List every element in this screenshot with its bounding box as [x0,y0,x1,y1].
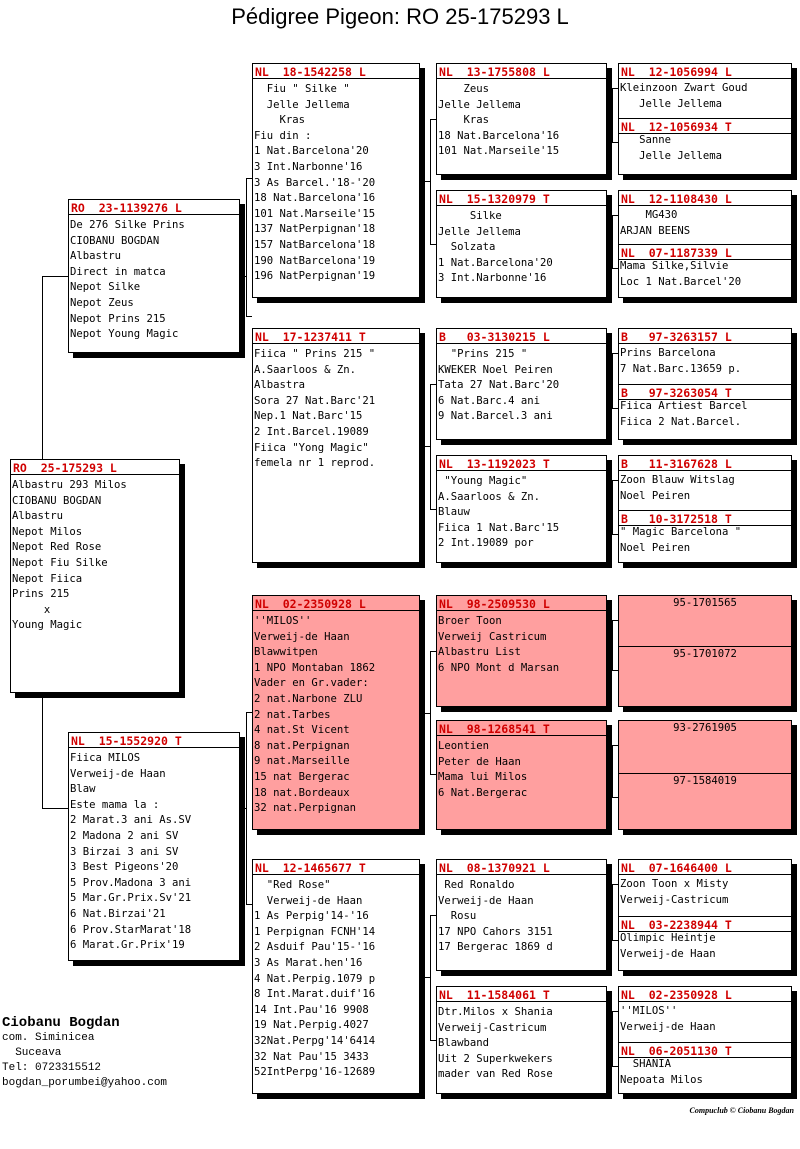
detail-line: Nepot Red Rose [12,541,102,554]
detail-line: Solzata [438,241,496,254]
detail-line: 6 Nat.Bergerac [438,786,528,799]
detail-line: 32Nat.Perpg'14'6414 [254,1034,376,1047]
pigeon-details [437,206,606,287]
detail-line: 6 Nat.Barc.4 ani [438,394,541,407]
pigeon-details [437,344,606,425]
detail-line: ''MILOS'' [254,615,312,627]
detail-line: Nepot Zeus [70,296,134,309]
detail-line: 2 nat.Tarbes [254,708,331,721]
detail-line: Albastru 293 Milos [12,479,127,491]
ring-number: B 03-3130215 L [437,329,606,344]
detail-line: ARJAN BEENS [620,224,691,237]
detail-line: 3 Int.Narbonne'16 [438,272,547,285]
detail-line: 18 Nat.Barcelona'16 [254,192,376,205]
connector-line [42,698,43,808]
detail-line: Fiica " Prins 215 " [254,348,376,360]
detail-line: Loc 1 Nat.Barcel'20 [620,275,742,288]
great-great-grandparent-box[interactable] [618,63,792,175]
great-great-grandparent-box[interactable] [618,328,792,440]
detail-line: 4 nat.St Vicent [254,724,350,737]
detail-line: 7 Nat.Barc.13659 p. [620,362,742,375]
great-great-grandparent-box[interactable] [618,986,792,1094]
detail-line: A.Saarloos & Zn. [254,363,357,376]
detail-line: Nepot Young Magic [70,328,179,341]
detail-line: 5 Prov.Madona 3 ani [70,876,192,889]
detail-line: A.Saarloos & Zn. [438,490,541,503]
detail-line: 1 Perpignan FCNH'14 [254,925,376,938]
detail-line: 15 nat Bergerac [254,770,350,783]
detail-line: Verweij-de Haan [438,894,534,907]
ring-number: NL 03-2238944 T [619,916,791,932]
detail-line: 4 Nat.Perpig.1079 p [254,972,376,985]
ring-number: NL 13-1192023 T [437,456,606,471]
detail-line: 2 Madona 2 ani SV [70,829,179,842]
breeder-line: Tel: 0723315512 [2,1062,102,1074]
breeder-line: com. Siminicea [2,1032,95,1044]
detail-line: 6 Prov.StarMarat'18 [70,923,192,936]
connector-line [42,808,68,809]
detail-line: Dtr.Milos x Shania [438,1006,553,1018]
pigeon-details [253,344,419,472]
detail-line: Mama lui Milos [438,771,528,784]
detail-line: Albastru [70,250,122,263]
detail-line: Albastru List [438,646,521,659]
detail-line: Zoon Blauw Witslag [620,474,735,486]
detail-line: Nepot Milos [12,525,83,538]
footer-credit: Compuclub © Ciobanu Bogdan [689,1106,794,1115]
detail-line: Uit 2 Superkwekers [438,1052,553,1065]
detail-line: Nepoata Milos [620,1073,703,1086]
detail-line: 5 Mar.Gr.Prix.Sv'21 [70,892,192,905]
connector-line [612,215,613,268]
detail-line: Fiica 2 Nat.Barcel. [620,415,742,428]
detail-line: 1 NPO Montaban 1862 [254,661,376,674]
detail-line: 18 Nat.Barcelona'16 [438,129,560,142]
dam-box[interactable] [68,732,240,961]
connector-line [612,884,613,940]
ring-number: NL 17-1237411 T [253,329,419,344]
detail-line: Jelle Jellema [438,98,521,111]
detail-line: femela nr 1 reprod. [254,457,376,470]
detail-line: " Magic Barcelona " [620,526,742,538]
grandparent-box[interactable] [252,63,420,298]
pigeon-details [437,736,606,801]
ring-number: NL 12-1108430 L [619,191,791,206]
detail-line: 17 NPO Cahors 3151 [438,925,553,938]
detail-line: "Red Rose" [254,879,331,891]
detail-line: 18 nat.Bordeaux [254,786,350,799]
detail-line: 3 As Marat.hen'16 [254,956,363,969]
great-great-grandparent-box[interactable] [618,190,792,298]
great-grandparent-box[interactable] [436,720,607,830]
page-title: Pédigree Pigeon: RO 25-175293 L [231,4,569,29]
pigeon-details [437,79,606,160]
grandparent-box[interactable] [252,595,420,830]
detail-line: Peter de Haan [438,755,521,768]
breeder-info [2,1015,167,1091]
detail-line: 3 Birzai 3 ani SV [70,845,179,858]
detail-line: Jelle Jellema [254,98,350,111]
detail-line: Young Magic [12,619,83,632]
connector-line [430,384,431,509]
detail-line: Noel Peiren [620,489,691,502]
detail-line: Blawband [438,1037,490,1050]
ring-number: NL 07-1646400 L [619,860,791,875]
detail-line: Nepot Fiu Silke [12,556,108,569]
detail-line: Broer Toon [438,615,502,627]
detail-line: Tata 27 Nat.Barc'20 [438,379,560,392]
connector-line [246,712,247,904]
detail-line: 9 nat.Marseille [254,755,350,768]
great-great-grandparent-box[interactable] [618,859,792,971]
detail-line: Jelle Jellema [620,149,723,162]
detail-line: 190 NatBarcelona'19 [254,254,376,267]
great-grandparent-box[interactable] [436,455,607,563]
detail-line: "Young Magic" [438,475,528,487]
detail-line: Verweij-de Haan [254,630,350,643]
detail-line: 19 Nat.Perpig.4027 [254,1019,369,1032]
detail-line: Fiu din : [254,129,312,142]
detail-line: Nepot Prins 215 [70,312,166,325]
detail-line: 17 Bergerac 1869 d [438,941,553,954]
detail-line: 2 Int.Barcel.19089 [254,425,369,438]
detail-line: 9 Nat.Barcel.3 ani [438,410,553,423]
detail-line: Zoon Toon x Misty [620,878,729,890]
detail-line: ''MILOS'' [620,1005,678,1017]
connector-line [612,88,613,142]
connector-line [612,480,613,534]
detail-line: 6 Marat.Gr.Prix'19 [70,939,185,952]
subject-pigeon-box[interactable] [10,459,180,693]
pigeon-details [437,875,606,956]
detail-line: Olimpic Heintje [620,932,716,944]
ring-number: NL 18-1542258 L [253,64,419,79]
detail-line: Noel Peiren [620,541,691,554]
connector-line [42,276,68,277]
ring-number: B 11-3167628 L [619,456,791,471]
detail-line: Red Ronaldo [438,879,515,891]
detail-line: Nep.1 Nat.Barc'15 [254,410,363,423]
ring-number: NL 08-1370921 L [437,860,606,875]
detail-line: 52IntPerpg'16-12689 [254,1066,376,1079]
detail-line: Fiica Artiest Barcel [620,400,748,412]
pigeon-details [69,748,239,954]
pigeon-details [69,215,239,343]
ring-number: RO 25-175293 L [11,460,179,475]
detail-line: 196 NatPerpignan'19 [254,270,376,283]
detail-line: KWEKER Noel Peiren [438,363,553,376]
great-grandparent-box[interactable] [436,986,607,1094]
detail-line: 1 Nat.Barcelona'20 [254,145,369,158]
detail-line: Jelle Jellema [620,97,723,110]
pigeon-details [253,875,419,1081]
pigeon-details [437,1002,606,1083]
great-grandparent-box[interactable] [436,859,607,971]
breeder-name: Ciobanu Bogdan [2,1015,120,1031]
detail-line: Verweij-de Haan [70,767,166,780]
connector-line [246,178,247,316]
sire-box[interactable] [68,199,240,353]
detail-line: Verweij-de Haan [620,1020,716,1033]
detail-line: Nepot Fiica [12,572,83,585]
detail-line: Silke [438,210,502,222]
detail-line: Albastra [254,379,306,392]
connector-line [612,745,613,797]
great-grandparent-box[interactable] [436,595,607,707]
detail-line: Kras [438,114,490,127]
connector-line [246,316,252,317]
detail-line: MG430 [620,209,678,221]
connector-line [420,713,430,714]
pigeon-details [437,471,606,552]
detail-line: CIOBANU BOGDAN [12,494,102,507]
detail-line: Mama Silke,Silvie [620,260,729,272]
detail-line: 101 Nat.Marseile'15 [438,145,560,158]
connector-line [420,977,430,978]
grandparent-box[interactable] [252,328,420,563]
ring-number: 97-1584019 [673,775,737,787]
ring-number: 95-1701072 [673,648,737,660]
ring-number: NL 02-2350928 L [619,987,791,1002]
pigeon-details [253,79,419,285]
detail-line: Vader en Gr.vader: [254,677,369,690]
detail-line: 157 NatBarcelona'18 [254,238,376,251]
detail-line: 32 Nat Pau'15 3433 [254,1050,369,1063]
detail-line: Sora 27 Nat.Barc'21 [254,394,376,407]
connector-line [612,620,613,670]
detail-line: 6 Nat.Birzai'21 [70,907,166,920]
ring-number: NL 12-1056994 L [619,64,791,79]
pigeon-details [11,475,179,634]
detail-line: Prins 215 [12,588,70,601]
pigeon-details [253,611,419,817]
detail-line: Verweij-de Haan [620,947,716,960]
great-great-grandparent-box[interactable] [618,455,792,563]
detail-line: De 276 Silke Prins [70,219,185,231]
connector-line [612,353,613,408]
box-separator [619,773,791,774]
detail-line: 3 As Barcel.'18-'20 [254,176,376,189]
ring-number: B 97-3263054 T [619,384,791,400]
great-grandparent-box[interactable] [436,190,607,298]
detail-line: SHANIA [620,1058,672,1070]
detail-line: Este mama la : [70,798,160,811]
detail-line: Rosu [438,910,477,923]
detail-line: 8 Int.Marat.duif'16 [254,988,376,1001]
connector-line [42,276,43,459]
connector-line [612,1011,613,1066]
breeder-line: Suceava [2,1047,62,1059]
detail-line: CIOBANU BOGDAN [70,234,160,247]
box-separator [619,646,791,647]
connector-line [430,915,431,1040]
detail-line: Leontien [438,740,490,752]
connector-line [420,181,430,182]
ring-number: NL 06-2051130 T [619,1042,791,1058]
detail-line: 101 Nat.Marseile'15 [254,207,376,220]
detail-line: Fiu " Silke " [254,83,350,95]
ring-number: NL 07-1187339 L [619,244,791,260]
detail-line: Fiica MILOS [70,752,141,764]
detail-line: Blawwitpen [254,646,318,659]
detail-line: Albastru [12,510,64,523]
detail-line: Verweij-Castricum [438,1021,547,1034]
detail-line: Kleinzoon Zwart Goud [620,82,748,94]
ring-number: NL 11-1584061 T [437,987,606,1002]
great-grandparent-box[interactable] [436,328,607,440]
ring-number: 93-2761905 [673,722,737,734]
ring-number: 95-1701565 [673,597,737,609]
detail-line: 14 Int.Pau'16 9908 [254,1003,369,1016]
detail-line: Zeus [438,83,490,95]
connector-line [420,446,430,447]
detail-line: 2 Asduif Pau'15-'16 [254,941,376,954]
detail-line: Fiica 1 Nat.Barc'15 [438,521,560,534]
ring-number: NL 12-1056934 T [619,118,791,134]
detail-line: Verweij-Castricum [620,893,729,906]
detail-line: Jelle Jellema [438,225,521,238]
detail-line: Prins Barcelona [620,347,716,359]
detail-line: 1 As Perpig'14-'16 [254,910,369,923]
detail-line: Nepot Silke [70,281,141,294]
ring-number: NL 15-1320979 T [437,191,606,206]
detail-line: Direct in matca [70,265,166,278]
detail-line: 2 Int.19089 por [438,537,534,550]
detail-line: "Prins 215 " [438,348,528,360]
detail-line: 3 Best Pigeons'20 [70,861,179,874]
ring-number: NL 02-2350928 L [253,596,419,611]
ring-number: NL 15-1552920 T [69,733,239,748]
ring-number: RO 23-1139276 L [69,200,239,215]
detail-line: Fiica "Yong Magic" [254,441,369,454]
ring-number: NL 12-1465677 T [253,860,419,875]
detail-line: Kras [254,114,306,127]
great-great-grandparent-box[interactable] [618,595,792,707]
detail-line: Blauw [438,506,470,519]
ring-number: NL 98-2509530 L [437,596,606,611]
great-grandparent-box[interactable] [436,63,607,175]
breeder-line: bogdan_porumbei@yahoo.com [2,1077,168,1089]
detail-line: Verweij-de Haan [254,894,363,907]
detail-line: 32 nat.Perpignan [254,802,357,815]
pigeon-details [437,611,606,676]
ring-number: B 97-3263157 L [619,329,791,344]
detail-line: 2 nat.Narbone ZLU [254,692,363,705]
great-great-grandparent-box[interactable] [618,720,792,830]
grandparent-box[interactable] [252,859,420,1094]
ring-number: NL 98-1268541 T [437,721,606,736]
detail-line: 2 Marat.3 ani As.SV [70,814,192,827]
detail-line: x [12,603,51,616]
detail-line: Verweij Castricum [438,630,547,643]
detail-line: 1 Nat.Barcelona'20 [438,256,553,269]
detail-line: 3 Int.Narbonne'16 [254,160,363,173]
connector-line [430,119,431,244]
detail-line: 8 nat.Perpignan [254,739,350,752]
ring-number: NL 13-1755808 L [437,64,606,79]
connector-line [430,651,431,774]
detail-line: Blaw [70,783,96,796]
detail-line: 137 NatPerpignan'18 [254,223,376,236]
detail-line: 6 NPO Mont d Marsan [438,661,560,674]
detail-line: Sanne [620,134,672,146]
detail-line: mader van Red Rose [438,1068,553,1081]
ring-number: B 10-3172518 T [619,510,791,526]
